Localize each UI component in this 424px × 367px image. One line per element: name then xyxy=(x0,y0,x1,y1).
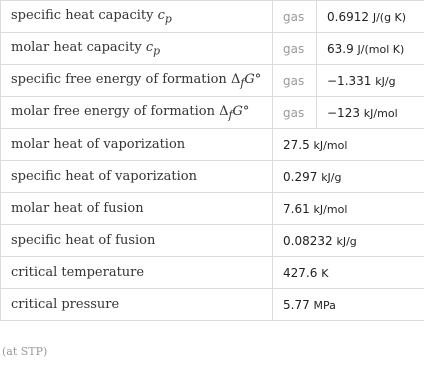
property-value: 0.08232 kJ/g xyxy=(273,225,424,257)
phase-label: gas xyxy=(273,1,317,33)
property-label: molar heat of fusion xyxy=(1,193,273,225)
footnote: (at STP) xyxy=(2,345,48,358)
table-row xyxy=(1,97,424,129)
table-row xyxy=(1,257,424,289)
property-value: 63.9 J/(mol K) xyxy=(317,33,424,65)
table-row xyxy=(1,33,424,65)
property-label: specific free energy of formation $\Delta_fG^\circ$ xyxy=(1,65,273,97)
property-value: 427.6 K xyxy=(273,257,424,289)
table-row xyxy=(1,161,424,193)
property-label: specific heat capacity $c_p$ xyxy=(1,1,273,33)
property-value: 0.297 kJ/g xyxy=(273,161,424,193)
table-row xyxy=(1,65,424,97)
table-row xyxy=(1,129,424,161)
property-label: specific heat of fusion xyxy=(1,225,273,257)
table-row xyxy=(1,289,424,321)
property-value: −123 kJ/mol xyxy=(317,97,424,129)
table-row xyxy=(1,1,424,33)
property-label: molar heat capacity $c_p$ xyxy=(1,33,273,65)
phase-label: gas xyxy=(273,33,317,65)
property-label: critical temperature xyxy=(1,257,273,289)
table-row xyxy=(1,225,424,257)
phase-label: gas xyxy=(273,65,317,97)
property-value: 27.5 kJ/mol xyxy=(273,129,424,161)
property-value: 5.77 MPa xyxy=(273,289,424,321)
table-row xyxy=(1,193,424,225)
property-value: 0.6912 J/(g K) xyxy=(317,1,424,33)
property-value: −1.331 kJ/g xyxy=(317,65,424,97)
property-label: critical pressure xyxy=(1,289,273,321)
property-label: specific heat of vaporization xyxy=(1,161,273,193)
property-label: molar heat of vaporization xyxy=(1,129,273,161)
property-value: 7.61 kJ/mol xyxy=(273,193,424,225)
property-label: molar free energy of formation $\Delta_fG^\circ$ xyxy=(1,97,273,129)
phase-label: gas xyxy=(273,97,317,129)
